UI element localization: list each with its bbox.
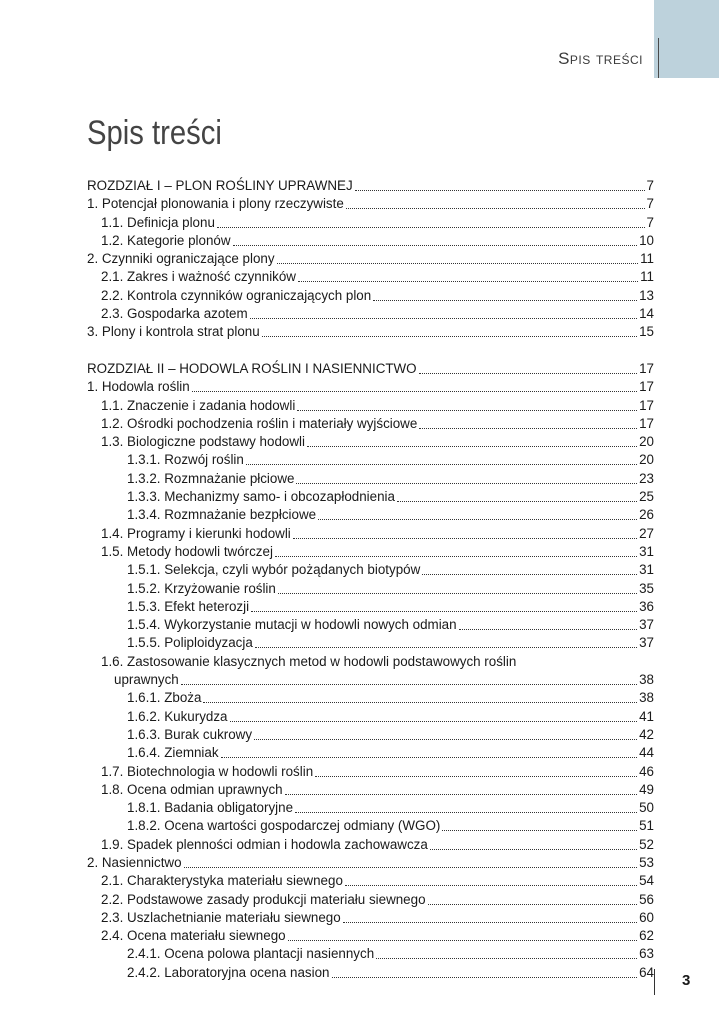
toc-entry-page: 51 xyxy=(639,818,654,834)
toc-leader-dots xyxy=(442,830,637,831)
toc-entry-page: 17 xyxy=(639,415,654,431)
toc-entry xyxy=(87,543,654,561)
header-divider xyxy=(658,38,659,78)
toc-leader-dots xyxy=(255,647,637,648)
page-number: 3 xyxy=(682,972,691,989)
toc-entry-title: 2.1. Charakterystyka materiału siewnego xyxy=(101,873,343,889)
toc-leader-dots xyxy=(217,227,645,228)
toc-entry xyxy=(87,726,654,744)
toc-entry xyxy=(87,653,654,671)
toc-entry xyxy=(87,909,654,927)
toc-leader-dots xyxy=(376,958,637,959)
toc-entry-page: 25 xyxy=(639,489,654,505)
toc-entry xyxy=(87,891,654,909)
toc-entry xyxy=(87,525,654,543)
toc-entry-page: 20 xyxy=(639,434,654,450)
toc-entry-page: 7 xyxy=(646,178,654,193)
toc-leader-dots xyxy=(181,684,637,685)
toc-entry xyxy=(87,397,654,415)
toc-entry-page: 42 xyxy=(639,726,654,742)
toc-entry-page: 31 xyxy=(639,543,654,559)
toc-leader-dots xyxy=(288,940,637,941)
toc-entry-title: 2.4.1. Ocena polowa plantacji nasiennych xyxy=(127,946,375,962)
toc-entry xyxy=(87,781,654,799)
toc-entry-page: 36 xyxy=(639,598,654,614)
toc-leader-dots xyxy=(430,849,637,850)
toc-entry-title: 2.4.2. Laboratoryjna ocena nasion xyxy=(127,964,330,980)
toc-entry xyxy=(87,689,654,707)
toc-leader-dots xyxy=(275,556,637,557)
toc-entry-title: 1.5.1. Selekcja, czyli wybór pożądanych biotypów xyxy=(127,562,421,578)
toc-leader-dots xyxy=(298,281,638,282)
toc-entry-page: 50 xyxy=(639,800,654,816)
toc-entry xyxy=(87,177,654,195)
toc-entry xyxy=(87,580,654,598)
toc-entry xyxy=(87,451,654,469)
footer-divider xyxy=(654,969,655,995)
toc-entry xyxy=(87,708,654,726)
toc-entry-page: 17 xyxy=(639,360,654,376)
toc-leader-dots xyxy=(315,776,637,777)
toc-leader-dots xyxy=(254,739,637,740)
toc-leader-dots xyxy=(230,721,637,722)
toc-leader-dots xyxy=(318,519,637,520)
toc-entry xyxy=(87,305,654,323)
toc-leader-dots xyxy=(192,391,637,392)
toc-entry-title: 2.1. Zakres i ważność czynników xyxy=(101,269,296,285)
toc-entry-page: 53 xyxy=(639,854,654,870)
corner-tab xyxy=(654,0,719,78)
table-of-contents xyxy=(87,177,654,982)
toc-entry xyxy=(87,268,654,286)
toc-leader-dots xyxy=(296,483,637,484)
toc-entry-page: 60 xyxy=(639,909,654,925)
toc-entry-title: uprawnych xyxy=(114,672,179,688)
toc-entry-title: 1.5.5. Poliploidyzacja xyxy=(127,635,253,651)
toc-leader-dots xyxy=(343,922,637,923)
toc-entry-page: 13 xyxy=(639,287,654,303)
toc-entry xyxy=(87,287,654,305)
toc-entry xyxy=(87,250,654,268)
toc-entry-title: 1.1. Znaczenie i zadania hodowli xyxy=(101,397,296,413)
toc-entry-page: 38 xyxy=(639,690,654,706)
toc-entry-title: 1.3.2. Rozmnażanie płciowe xyxy=(127,470,295,486)
toc-leader-dots xyxy=(246,464,637,465)
toc-entry-title: 1.8. Ocena odmian uprawnych xyxy=(101,781,283,797)
toc-entry-title: 2.3. Gospodarka azotem xyxy=(101,306,248,322)
toc-entry-page: 46 xyxy=(639,763,654,779)
toc-entry xyxy=(87,744,654,762)
toc-entry-page: 20 xyxy=(639,452,654,468)
toc-leader-dots xyxy=(285,794,637,795)
toc-entry-page: 17 xyxy=(639,379,654,395)
toc-entry xyxy=(87,488,654,506)
toc-entry-title: 1. Hodowla roślin xyxy=(87,379,190,395)
toc-entry xyxy=(87,214,654,232)
toc-entry xyxy=(87,506,654,524)
toc-entry-title: 1.6. Zastosowanie klasycznych metod w hodowli podstawowych roślin xyxy=(101,653,517,669)
toc-leader-dots xyxy=(262,336,637,337)
toc-entry-page: 63 xyxy=(639,946,654,962)
toc-leader-dots xyxy=(355,190,645,191)
toc-entry-title: 1.3.1. Rozwój roślin xyxy=(127,452,244,468)
toc-entry-page: 49 xyxy=(639,781,654,797)
toc-entry-title: 1.5.2. Krzyżowanie roślin xyxy=(127,580,276,596)
toc-leader-dots xyxy=(278,593,637,594)
toc-entry-page: 62 xyxy=(639,928,654,944)
toc-entry-page: 56 xyxy=(639,891,654,907)
toc-leader-dots xyxy=(422,574,637,575)
toc-entry xyxy=(87,598,654,616)
toc-entry-title: 2. Nasiennictwo xyxy=(87,854,182,870)
toc-leader-dots xyxy=(277,263,638,264)
toc-entry xyxy=(87,817,654,835)
toc-entry xyxy=(87,360,654,378)
toc-entry xyxy=(87,872,654,890)
toc-leader-dots xyxy=(233,245,637,246)
toc-entry-title: 1.4. Programy i kierunki hodowli xyxy=(101,525,291,541)
toc-entry-title: 2.2. Podstawowe zasady produkcji materiału siewnego xyxy=(101,891,426,907)
toc-entry-page: 15 xyxy=(639,324,654,340)
toc-entry xyxy=(87,616,654,634)
toc-leader-dots xyxy=(251,611,637,612)
toc-entry-page: 37 xyxy=(639,617,654,633)
toc-leader-dots xyxy=(346,208,645,209)
toc-leader-dots xyxy=(297,410,637,411)
toc-entry-title: 1.3. Biologiczne podstawy hodowli xyxy=(101,434,305,450)
toc-entry-page: 31 xyxy=(639,562,654,578)
toc-entry-page: 26 xyxy=(639,507,654,523)
toc-leader-dots xyxy=(419,428,637,429)
toc-entry xyxy=(87,964,654,982)
toc-entry-title: 1.5.3. Efekt heterozji xyxy=(127,598,250,614)
toc-entry-title: 1. Potencjał plonowania i plony rzeczywiste xyxy=(87,196,344,212)
toc-entry-title: 1.2. Ośrodki pochodzenia roślin i materiały wyjściowe xyxy=(101,415,418,431)
toc-leader-dots xyxy=(203,702,637,703)
toc-entry xyxy=(87,195,654,213)
toc-entry-title: 1.6.2. Kukurydza xyxy=(127,708,228,724)
page-title: Spis treści xyxy=(87,114,222,152)
toc-entry-title: 1.2. Kategorie plonów xyxy=(101,232,231,248)
toc-entry-page: 44 xyxy=(639,745,654,761)
toc-entry-page: 64 xyxy=(639,964,654,980)
toc-leader-dots xyxy=(250,318,637,319)
toc-entry xyxy=(87,945,654,963)
toc-entry-title: 1.6.3. Burak cukrowy xyxy=(127,726,253,742)
toc-entry xyxy=(87,927,654,945)
toc-entry-title: 2.3. Uszlachetnianie materiału siewnego xyxy=(101,909,341,925)
toc-entry-page: 52 xyxy=(639,836,654,852)
toc-entry-page: 37 xyxy=(639,635,654,651)
toc-entry-title: 3. Plony i kontrola strat plonu xyxy=(87,324,260,340)
toc-leader-dots xyxy=(428,904,637,905)
toc-entry xyxy=(87,232,654,250)
toc-leader-dots xyxy=(419,373,637,374)
toc-entry xyxy=(87,836,654,854)
toc-entry-title: 2.2. Kontrola czynników ograniczających plon xyxy=(101,287,372,303)
toc-entry-page: 27 xyxy=(639,525,654,541)
toc-entry xyxy=(87,415,654,433)
toc-leader-dots xyxy=(345,885,637,886)
toc-entry-title: 1.8.1. Badania obligatoryjne xyxy=(127,800,294,816)
toc-leader-dots xyxy=(307,446,637,447)
toc-leader-dots xyxy=(221,757,637,758)
toc-entry-page: 10 xyxy=(639,232,654,248)
toc-leader-dots xyxy=(459,629,637,630)
toc-entry-page: 7 xyxy=(646,196,654,212)
toc-leader-dots xyxy=(373,300,637,301)
toc-entry xyxy=(87,634,654,652)
toc-leader-dots xyxy=(295,812,637,813)
toc-entry-title: ROZDZIAŁ I – PLON ROŚLINY UPRAWNEJ xyxy=(87,178,353,193)
toc-entry-title: 1.6.1. Zboża xyxy=(127,690,202,706)
toc-entry-page: 23 xyxy=(639,470,654,486)
toc-entry-title: 1.9. Spadek plenności odmian i hodowla zachowawcza xyxy=(101,836,428,852)
toc-leader-dots xyxy=(184,867,637,868)
toc-entry xyxy=(87,671,654,689)
toc-entry xyxy=(87,763,654,781)
toc-entry-title: 1.5. Metody hodowli twórczej xyxy=(101,543,273,559)
toc-entry xyxy=(87,378,654,396)
toc-entry-title: 2.4. Ocena materiału siewnego xyxy=(101,928,286,944)
toc-leader-dots xyxy=(293,538,637,539)
toc-entry-page: 11 xyxy=(640,251,654,267)
toc-leader-dots xyxy=(397,501,637,502)
toc-leader-dots xyxy=(332,977,637,978)
toc-entry-page: 54 xyxy=(639,873,654,889)
toc-entry-title: 1.6.4. Ziemniak xyxy=(127,745,219,761)
toc-entry-page: 35 xyxy=(639,580,654,596)
toc-entry xyxy=(87,323,654,341)
toc-entry xyxy=(87,470,654,488)
toc-entry xyxy=(87,433,654,451)
toc-entry-page: 41 xyxy=(639,708,654,724)
toc-entry-title: 1.3.3. Mechanizmy samo- i obcozapłodnienia xyxy=(127,489,395,505)
toc-entry xyxy=(87,799,654,817)
toc-entry-title: 1.3.4. Rozmnażanie bezpłciowe xyxy=(127,507,317,523)
toc-entry-page: 11 xyxy=(640,269,654,285)
toc-entry-title: 1.8.2. Ocena wartości gospodarczej odmiany (WGO) xyxy=(127,818,441,834)
toc-entry-page: 38 xyxy=(639,672,654,688)
toc-entry xyxy=(87,561,654,579)
toc-entry-title: 2. Czynniki ograniczające plony xyxy=(87,251,275,267)
toc-entry-title: ROZDZIAŁ II – HODOWLA ROŚLIN I NASIENNICTWO xyxy=(87,360,417,376)
toc-entry-page: 7 xyxy=(646,214,654,230)
running-header: Spis treści xyxy=(558,49,643,68)
toc-entry-title: 1.7. Biotechnologia w hodowli roślin xyxy=(101,763,314,779)
toc-entry-page: 17 xyxy=(639,397,654,413)
toc-entry-title: 1.5.4. Wykorzystanie mutacji w hodowli nowych odmian xyxy=(127,617,457,633)
toc-entry xyxy=(87,854,654,872)
toc-entry-title: 1.1. Definicja plonu xyxy=(101,214,215,230)
toc-entry-page: 14 xyxy=(639,306,654,322)
